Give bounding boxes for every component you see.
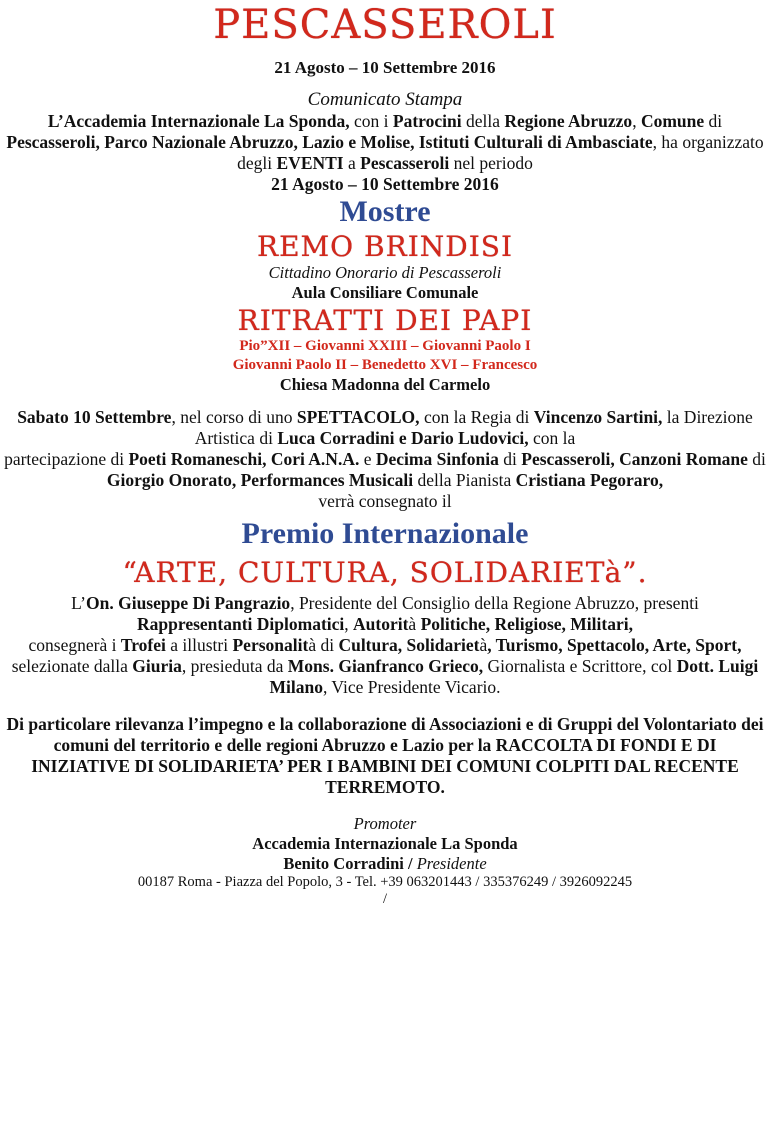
popes-line-2: Giovanni Paolo II – Benedetto XVI – Francesco (232, 357, 538, 373)
artist-subtitle: Cittadino Onorario di Pescasseroli (268, 263, 502, 282)
award-heading: Premio Internazionale (241, 517, 529, 550)
organization-name: Accademia Internazionale La Sponda (252, 834, 518, 853)
exhibit-venue: Chiesa Madonna del Carmelo (279, 375, 491, 394)
exhibit-title: RITRATTI DEI PAPI (237, 304, 533, 337)
award-paragraph: L’On. Giuseppe Di Pangrazio, Presidente del Consiglio della Regione Abruzzo, presenti Rappresentanti Diplomatici, Autorità Politiche, Religiose, Militari, consegnerà i Trofei a illustri Personalità di Cultura, Solidarietà, Turismo, Spettacolo, Arte, Sport, selezionate dalla Giuria, presieduta da Mons. Gianfranco Grieco, Giornalista e Scrittore, col Dott. Luigi Milano, Vice Presidente Vicario. (11, 593, 759, 697)
footer (0, 814, 770, 908)
president-line: Benito Corradini / Presidente (283, 854, 487, 873)
page-title: PESCASSEROLI (213, 2, 557, 48)
show-paragraph: Sabato 10 Settembre, nel corso di uno SPETTACOLO, con la Regia di Vincenzo Sartini, la Direzione Artistica di Luca Corradini e Dario Ludovici, con la partecipazione di Poeti Romaneschi, Cori A.N.A. e Decima Sinfonia di Pescasseroli, Canzoni Romane di Giorgio Onorato, Performances Musicali della Pianista Cristiana Pegoraro, verrà consegnato il (4, 407, 766, 511)
footer-slash: / (382, 891, 388, 907)
intro-paragraph: L’Accademia Internazionale La Sponda, con i Patrocini della Regione Abruzzo, Comune di Pescasseroli, Parco Nazionale Abruzzo, Lazio e Molise, Istituti Culturali di Ambasciate, ha organizzato degli EVENTI a Pescasseroli nel periodo 21 Agosto – 10 Settembre 2016 (1, 111, 769, 195)
exhibitions-heading: Mostre (339, 195, 431, 228)
event-dates: 21 Agosto – 10 Settembre 2016 (274, 58, 496, 77)
popes-line-1: Pio”XII – Giovanni XXIII – Giovanni Paolo I (239, 338, 531, 354)
press-release-label: Comunicato Stampa (307, 89, 463, 110)
promoter-label: Promoter (353, 814, 417, 833)
intro-dates: 21 Agosto – 10 Settembre 2016 (271, 174, 499, 194)
contact-address: 00187 Roma - Piazza del Popolo, 3 - Tel. +39 063201443 / 335376249 / 3926092245 (137, 874, 633, 890)
award-motto: “ARTE, CULTURA, SOLIDARIETà”. (122, 556, 648, 589)
artist-venue: Aula Consiliare Comunale (291, 283, 479, 302)
artist-name: REMO BRINDISI (256, 230, 514, 263)
closing-statement: Di particolare rilevanza l’impegno e la collaborazione di Associazioni e di Gruppi del Volontariato dei comuni del territorio e delle regioni Abruzzo e Lazio per la RACCOLTA DI FONDI E DI INIZIATIVE DI SOLIDARIETA’ PER I BAMBINI DEI COMUNI COLPITI DAL RECENTE TERREMOTO. (6, 714, 764, 797)
